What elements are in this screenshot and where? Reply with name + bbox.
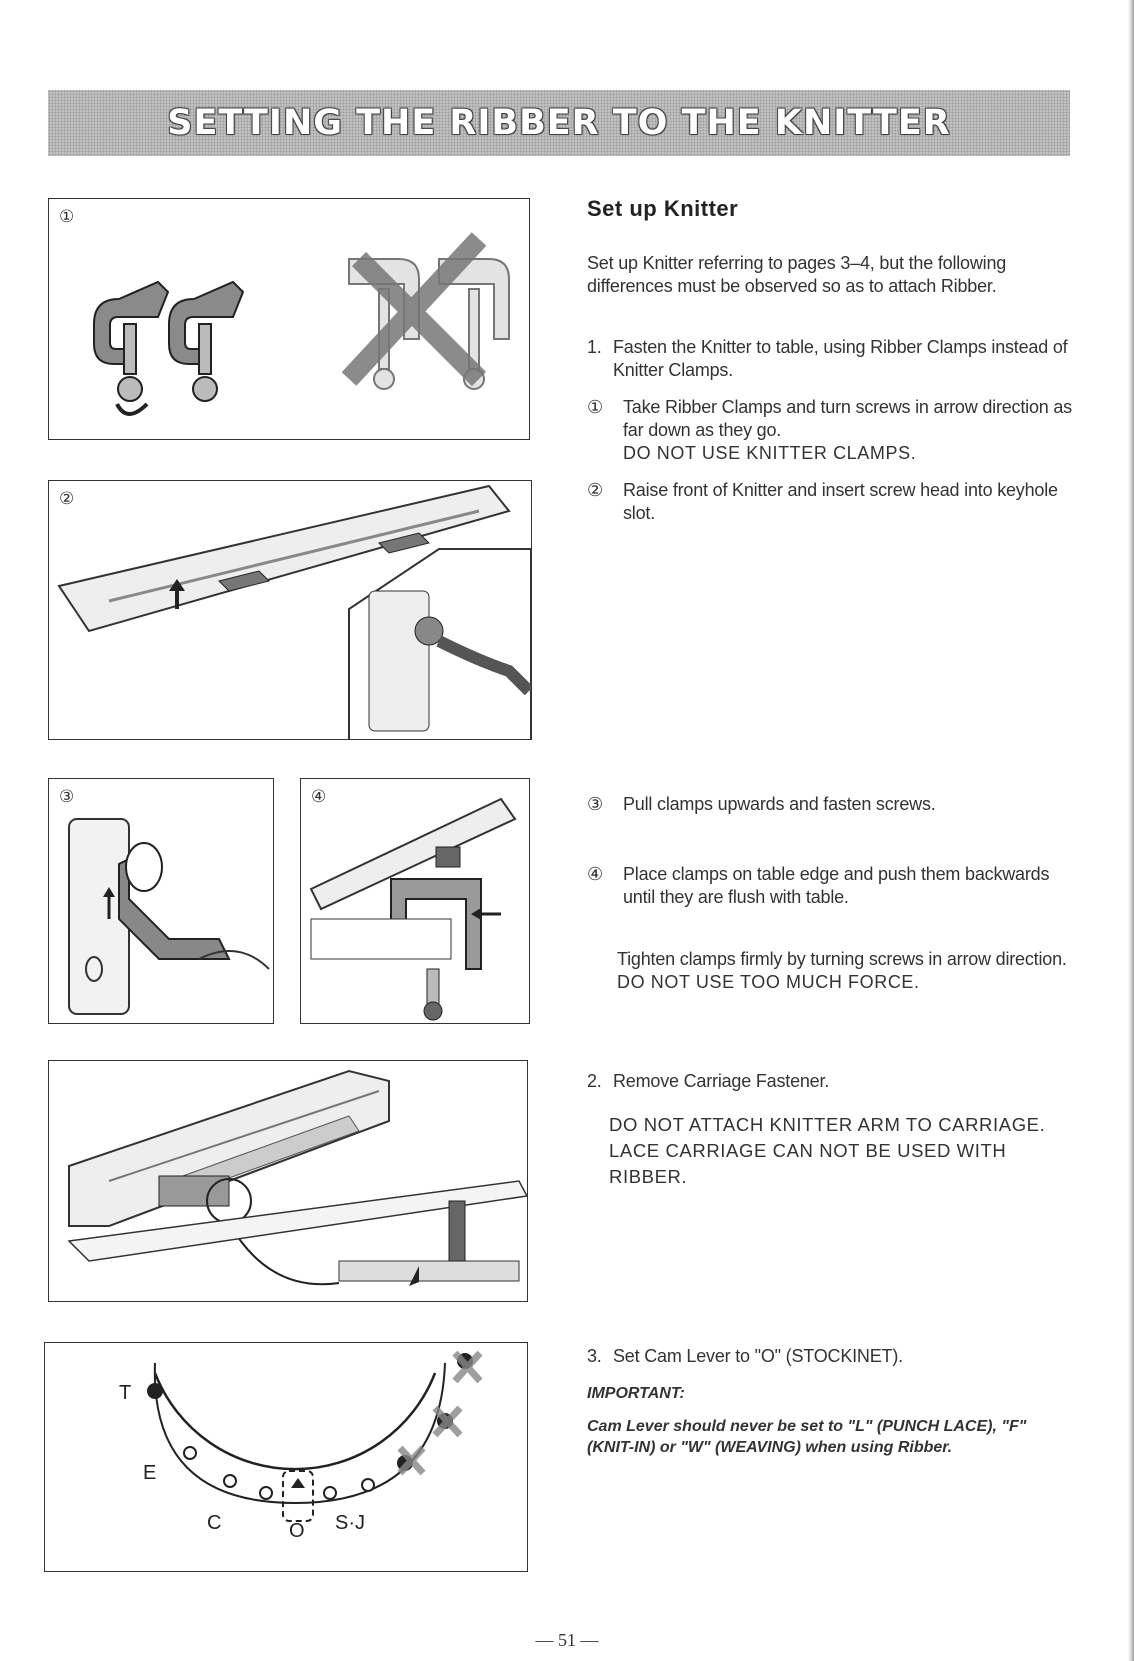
figure-number: ②	[59, 489, 75, 508]
carriage-fastener-illustration	[49, 1061, 527, 1301]
figure-cam-dial	[44, 1342, 528, 1572]
step-number: 3.	[587, 1346, 602, 1366]
figure-2-insert-screw	[48, 480, 532, 740]
substep-mark: ③	[587, 794, 603, 814]
figure-number: ④	[311, 787, 327, 806]
dial-label-e: E	[143, 1462, 157, 1484]
intro-paragraph	[587, 252, 1072, 298]
cross-mark-icon	[349, 239, 479, 379]
substep-text: Pull clamps upwards and fasten screws.	[623, 794, 936, 814]
substep-text: Raise front of Knitter and insert screw head into keyhole slot.	[623, 480, 1058, 523]
caution-text: DO NOT USE TOO MUCH FORCE.	[617, 972, 920, 992]
place-clamps-illustration	[301, 779, 529, 1023]
step-text: Set Cam Lever to "O" (STOCKINET).	[613, 1346, 903, 1366]
cam-dial-illustration	[45, 1343, 527, 1571]
substep-4	[587, 863, 1072, 909]
substep-mark: ①	[587, 397, 603, 417]
step-3	[587, 1345, 1072, 1368]
step-2	[587, 1070, 1072, 1093]
figure-carriage-fastener	[48, 1060, 528, 1302]
page-edge-shadow	[1128, 0, 1134, 1661]
figure-number: ③	[59, 787, 75, 806]
dial-label-t: T	[119, 1382, 132, 1404]
tighten-text: Tighten clamps firmly by turning screws in arrow direction.	[617, 949, 1067, 969]
step-1	[587, 336, 1072, 382]
step-number: 2.	[587, 1071, 602, 1091]
dial-label-c: C	[207, 1512, 222, 1534]
substep-2	[587, 479, 1072, 525]
step-text: Fasten the Knitter to table, using Ribber Clamps instead of Knitter Clamps.	[613, 337, 1068, 380]
pull-clamps-illustration	[49, 779, 273, 1023]
clamps-illustration	[49, 199, 529, 439]
important-label: IMPORTANT:	[587, 1385, 685, 1402]
figure-4-place-clamps	[300, 778, 530, 1024]
important-text: Cam Lever should never be set to "L" (PUNCH LACE), "F" (KNIT-IN) or "W" (WEAVING) when using Ribber.	[587, 1418, 1027, 1456]
page-title: SETTING THE RIBBER TO THE KNITTER	[167, 103, 951, 143]
caution-text: LACE CARRIAGE CAN NOT BE USED WITH RIBBER.	[609, 1140, 1007, 1187]
caution-text: DO NOT ATTACH KNITTER ARM TO CARRIAGE.	[609, 1114, 1046, 1135]
step-number: 1.	[587, 337, 602, 357]
substep-1	[587, 396, 1072, 465]
header-banner	[48, 90, 1070, 156]
dial-label-o: O	[289, 1520, 305, 1542]
step-text: Remove Carriage Fastener.	[613, 1071, 830, 1091]
dial-label-sj: S·J	[335, 1512, 365, 1534]
substep-text: Place clamps on table edge and push them backwards until they are flush with table.	[623, 864, 1050, 907]
intro-text: Set up Knitter referring to pages 3–4, but the following differences must be observed so as to attach Ribber.	[587, 253, 1007, 296]
knitter-raise-illustration	[49, 481, 531, 739]
substep-mark: ②	[587, 480, 603, 500]
section-title: Set up Knitter	[587, 196, 739, 221]
page-number: — 51 —	[535, 1630, 599, 1650]
caution-text: DO NOT USE KNITTER CLAMPS.	[623, 443, 917, 463]
step-2-cautions	[609, 1112, 1079, 1190]
tighten-paragraph	[617, 948, 1072, 994]
substep-mark: ④	[587, 864, 603, 884]
figure-number: ①	[59, 207, 75, 226]
substep-3	[587, 793, 1072, 816]
substep-text: Take Ribber Clamps and turn screws in arrow direction as far down as they go.	[623, 397, 1072, 440]
figure-1-clamps	[48, 198, 530, 440]
figure-3-pull-clamps	[48, 778, 274, 1024]
